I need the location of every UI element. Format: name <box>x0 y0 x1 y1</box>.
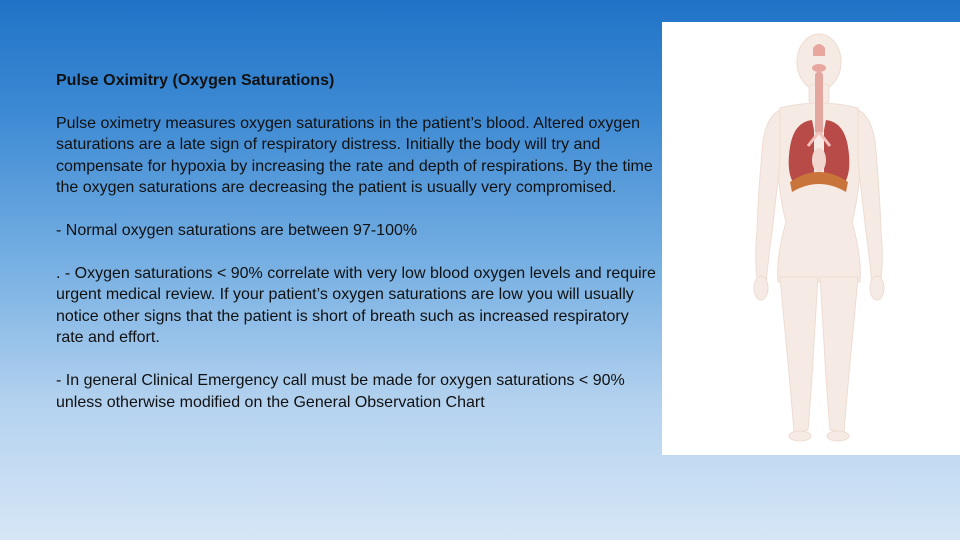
slide-title: Pulse Oximitry (Oxygen Saturations) <box>56 72 335 89</box>
right-leg-shape <box>820 277 858 432</box>
right-foot-shape <box>827 431 849 441</box>
left-arm-shape <box>756 110 780 284</box>
normal-range-paragraph: - Normal oxygen saturations are between 97-100% <box>56 221 418 239</box>
right-hand-shape <box>870 276 884 300</box>
respiratory-system-illustration <box>662 22 960 455</box>
human-body-figure <box>662 22 960 455</box>
left-hand-shape <box>754 276 768 300</box>
left-leg-shape <box>780 277 818 432</box>
emergency-call-paragraph: - In general Clinical Emergency call must be made for oxygen saturations < 90% unless otherwise modified on the General Observation Chart <box>56 371 625 411</box>
trachea-shape <box>815 72 823 134</box>
intro-paragraph: Pulse oximetry measures oxygen saturations in the patient’s blood. Altered oxygen saturations are a late sign of respiratory distress. Initially the body will try and compensate for hypoxia by increasing the rate and depth of respirations. By the time the oxygen saturations are decreasing the patient is usually very compromised. <box>56 114 653 197</box>
right-arm-shape <box>858 110 882 284</box>
slide-text-block <box>56 70 656 434</box>
left-foot-shape <box>789 431 811 441</box>
heart-area-shape <box>812 148 826 172</box>
low-saturation-paragraph: . - Oxygen saturations < 90% correlate with very low blood oxygen levels and require urgent medical review. If your patient’s oxygen saturations are low you will usually notice other signs that the patient is short of breath such as increased respiratory rate and effort. <box>56 264 656 347</box>
